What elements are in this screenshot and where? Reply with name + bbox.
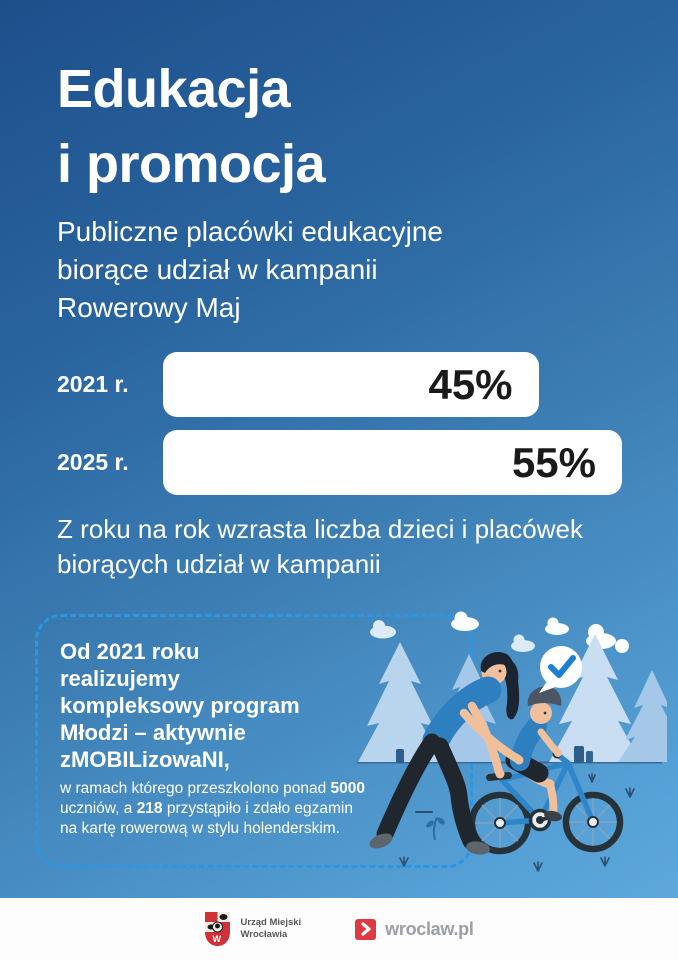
program-body bbox=[60, 779, 372, 839]
office-line-1: Urząd Miejski bbox=[240, 917, 302, 928]
title-line-1: Edukacja bbox=[57, 59, 291, 119]
bar-chart bbox=[57, 352, 622, 508]
chart-caption bbox=[57, 512, 583, 582]
bar-row-2025 bbox=[57, 430, 622, 495]
bar-label-2025: 2025 r. bbox=[57, 449, 129, 475]
bar-value-2025: 55% bbox=[511, 438, 596, 486]
caption-line-2: biorących udział w kampanii bbox=[57, 549, 381, 579]
program-heading-line: Młodzi – aktywnie bbox=[60, 720, 246, 745]
subtitle-line-2: biorące udział w kampanii bbox=[57, 254, 378, 285]
plant-sprout bbox=[425, 816, 446, 840]
program-body-text: przystąpiło i zdało egzamin na kartę rowerową w stylu holenderskim. bbox=[60, 800, 353, 837]
bar-track bbox=[163, 430, 622, 495]
wroclaw-coat-of-arms-icon bbox=[204, 911, 231, 947]
bar-track bbox=[163, 352, 622, 417]
page-title bbox=[57, 52, 325, 202]
bar-label-2021: 2021 r. bbox=[57, 371, 129, 397]
program-heading bbox=[60, 638, 300, 773]
subtitle-line-3: Rowerowy Maj bbox=[57, 292, 241, 323]
subtitle-line-1: Publiczne placówki edukacyjne bbox=[57, 216, 443, 247]
program-heading-line: kompleksowy program bbox=[60, 693, 300, 718]
bar-row-2021 bbox=[57, 352, 622, 417]
program-heading-line: zMOBILizowaNI, bbox=[60, 747, 230, 772]
exam-count: 218 bbox=[136, 800, 163, 817]
city-office-label bbox=[240, 917, 301, 941]
check-badge bbox=[539, 646, 582, 693]
office-line-2: Wrocławia bbox=[240, 929, 288, 940]
students-count: 5000 bbox=[330, 780, 366, 797]
program-heading-line: realizujemy bbox=[60, 666, 180, 691]
bar-2021 bbox=[163, 352, 539, 417]
wroclaw-pl-label: wroclaw.pl bbox=[385, 918, 474, 939]
city-office-logo bbox=[204, 911, 301, 947]
program-body-text: uczniów, a bbox=[60, 800, 137, 817]
program-body-text: w ramach którego przeszkolono ponad bbox=[60, 780, 331, 797]
chart-subtitle bbox=[57, 213, 443, 327]
program-heading-line: Od 2021 roku bbox=[60, 639, 200, 664]
chevron-icon bbox=[355, 919, 376, 940]
caption-line-1: Z roku na rok wzrasta liczba dzieci i placówek bbox=[57, 514, 583, 544]
bar-value-2021: 45% bbox=[428, 360, 513, 408]
bar-2025 bbox=[163, 430, 622, 495]
title-line-2: i promocja bbox=[57, 134, 326, 194]
bike-lesson-illustration bbox=[352, 610, 667, 888]
wroclaw-pl-logo bbox=[355, 919, 473, 940]
footer bbox=[0, 898, 678, 960]
crest-letter: W bbox=[212, 934, 222, 944]
